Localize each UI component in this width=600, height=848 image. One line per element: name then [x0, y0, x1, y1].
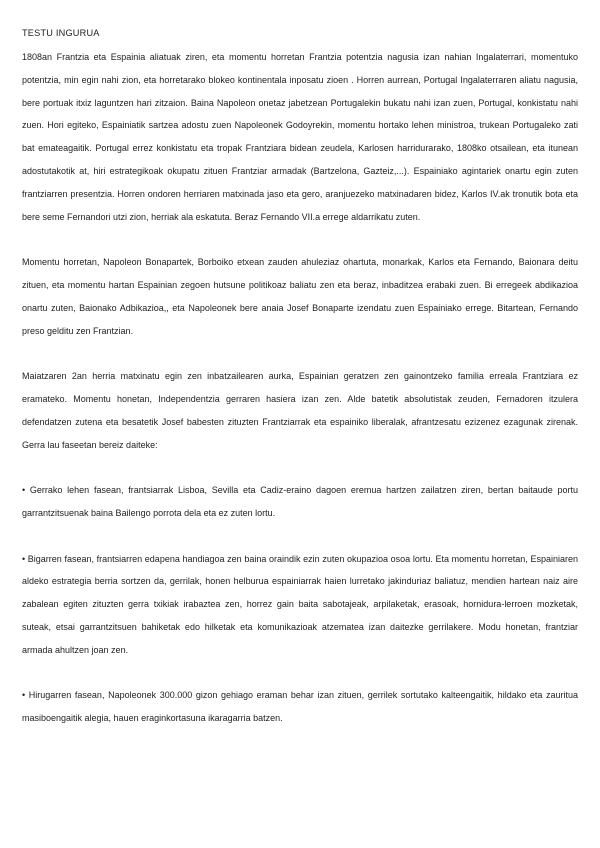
paragraph-2: Momentu horretan, Napoleon Bonapartek, Borboiko etxean zauden ahuleziaz ohartuta, monarkak, Karlos eta Fernando, Baionara deitu zituen, eta momentu hartan Espainian zegoen hutsune politikoaz baliatu zen eta beraz, inbaditzea erabaki zuen. Bi erregeek abdikazioa onartu zuten, Baionako Adbikazioa,, eta Napoleonek bere anaia Josef Bonaparte izendatu zuen Espainiako errege. Bitartean, Fernando preso gelditu zen Frantzian. [22, 257, 578, 336]
paragraph-spacer [22, 456, 578, 479]
paragraph-spacer [22, 525, 578, 548]
paragraph-3: Maiatzaren 2an herria matxinatu egin zen inbatzailearen aurka, Espainian geratzen zen gainontzeko familia erreala Frantziara ez eramateko. Momentu honetan, Independentzia gerraren hasiera izan zen. Alde batetik absolutistak zeuden, Fernadoren itzulera defendatzen zutena eta besatetik Josef babesten zituzten Frantziarrak eta espainiko liberalak, afrantzesatu ezizenez ezagunak zirenak. Gerra lau faseetan bereiz daiteke: [22, 371, 578, 450]
bullet-phase-2: • Bigarren fasean, frantsiarren edapena handiagoa zen baina oraindik ezin zuten okupazioa osoa lortu. Eta momentu horretan, Espainiaren aldeko estrategia berria sortzen da, gerrilak, honen helburua espainiarrak haien lurretako jakinduriaz baliatuz, mendien hartean naiz aire zabalean egiten zituzten gerra txikiak irabaztea zen, horrez gain baita sabotajeak, arpilaketak, erasoak, hornidura-lerroen mozketak, suteak, etsai garrantzitsuen bahiketak edo hilketak eta komunikazioak atzematea izan daitezke gerrilakere. Modu honetan, frantziar armada ahultzen joan zen. [22, 553, 578, 655]
bullet-phase-3: • Hirugarren fasean, Napoleonek 300.000 gizon gehiago eraman behar izan zituen, gerrilek sortutako kalteengaitik, hildako eta zauritua masiboengaitik alegia, hauen eraginkortasuna ikaragarria batzen. [22, 690, 578, 724]
bullet-phase-1: • Gerrako lehen fasean, frantsiarrak Lisboa, Sevilla eta Cadiz-eraino dagoen eremua hartzen zailatzen ziren, bertan baitaude portu garrantzitsuenak baina Bailengo porrota dela eta ez zuten lortu. [22, 485, 578, 518]
paragraph-spacer [22, 228, 578, 251]
paragraph-1: 1808an Frantzia eta Espainia aliatuak ziren, eta momentu horretan Frantzia potentzia nagusia izan nahian Ingalaterrari, momentuko potentzia, min egin nahi zion, eta horretarako blokeo kontinentala inposatu zioen . Horren aurrean, Portugal Ingalaterraren aliatu nagusia, bere portuak itxiz laguntzen hari zitzaion. Baina Napoleon onetaz jabetzean Portugalekin bukatu nahi izan zuen, Portugal, konkistatu nahi zuen. Hori egiteko, Espainiatik sartzea adostu zuen Napoleonek Godoyrekin, momentu hortako lehen ministroa, trukean Portugaleko zati bat emateagaitik. Portugal errez konkistatu eta tropak Frantziara bidean zeudela, Karlosen harridurarako, 1808ko otsailean, eta itunean adostutakotik at, hiri estrategikoak okupatu zituen Frantziar armadak (Bartzelona, Gazteiz,...). Espainiako agintariek onartu egin zuten frantziarren presentzia. Horren ondoren herriaren matxinada jaso eta gero, aranjuezeko matxinadaren bidez, Karlos IV.ak tronutik bota eta bere seme Fernandori utzi zion, herriak ala eskatuta. Beraz Fernando VII.a errege aldarrikatu zuten. [22, 52, 578, 222]
document-title: TESTU INGURUA [22, 28, 100, 38]
paragraph-spacer [22, 662, 578, 685]
paragraph-spacer [22, 342, 578, 365]
